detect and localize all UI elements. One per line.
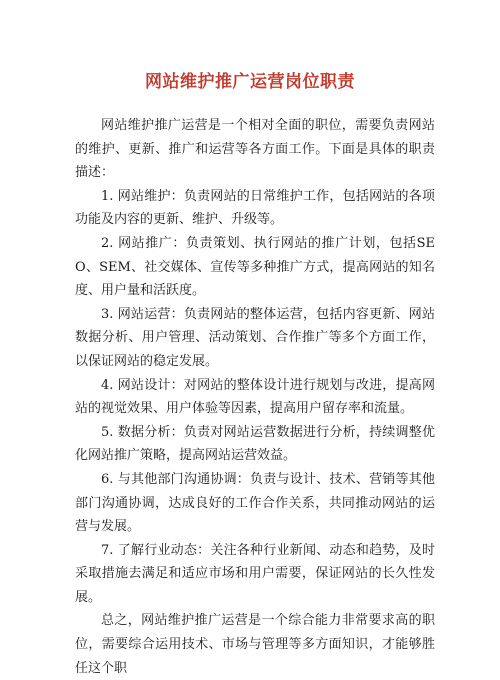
paragraph-item-7: 7. 了解行业动态：关注各种行业新闻、动态和趋势，及时采取措施去满足和适应市场和用户需要，保证网站的长久性发展。 xyxy=(75,542,435,605)
paragraph-intro: 网站维护推广运营是一个相对全面的职位，需要负责网站的维护、更新、推广和运营等各方面工作。下面是具体的职责描述： xyxy=(75,118,435,181)
paragraph-item-4: 4. 网站设计：对网站的整体设计进行规划与改进，提高网站的视觉效果、用户体验等因素，提高用户留存率和流量。 xyxy=(75,377,435,417)
paragraph-summary: 总之，网站维护推广运营是一个综合能力非常要求高的职位，需要综合运用技术、市场与管理等多方面知识，才能够胜任这个职 xyxy=(75,613,435,676)
paragraph-item-6: 6. 与其他部门沟通协调：负责与设计、技术、营销等其他部门沟通协调，达成良好的工作合作关系，共同推动网站的运营与发展。 xyxy=(75,471,435,535)
document-body xyxy=(75,114,435,680)
paragraph-item-2: 2. 网站推广：负责策划、执行网站的推广计划，包括SEO、SEM、社交媒体、宣传等多种推广方式，提高网站的知名度、用户量和活跃度。 xyxy=(75,235,435,299)
paragraph-item-1: 1. 网站维护：负责网站的日常维护工作，包括网站的各项功能及内容的更新、维护、升级等。 xyxy=(75,188,435,228)
paragraph-item-3: 3. 网站运营：负责网站的整体运营，包括内容更新、网站数据分析、用户管理、活动策划、合作推广等多个方面工作，以保证网站的稳定发展。 xyxy=(75,306,435,369)
paragraph-item-5: 5. 数据分析：负责对网站运营数据进行分析，持续调整优化网站推广策略，提高网站运营效益。 xyxy=(75,424,435,464)
document-title: 网站维护推广运营岗位职责 xyxy=(145,72,355,92)
